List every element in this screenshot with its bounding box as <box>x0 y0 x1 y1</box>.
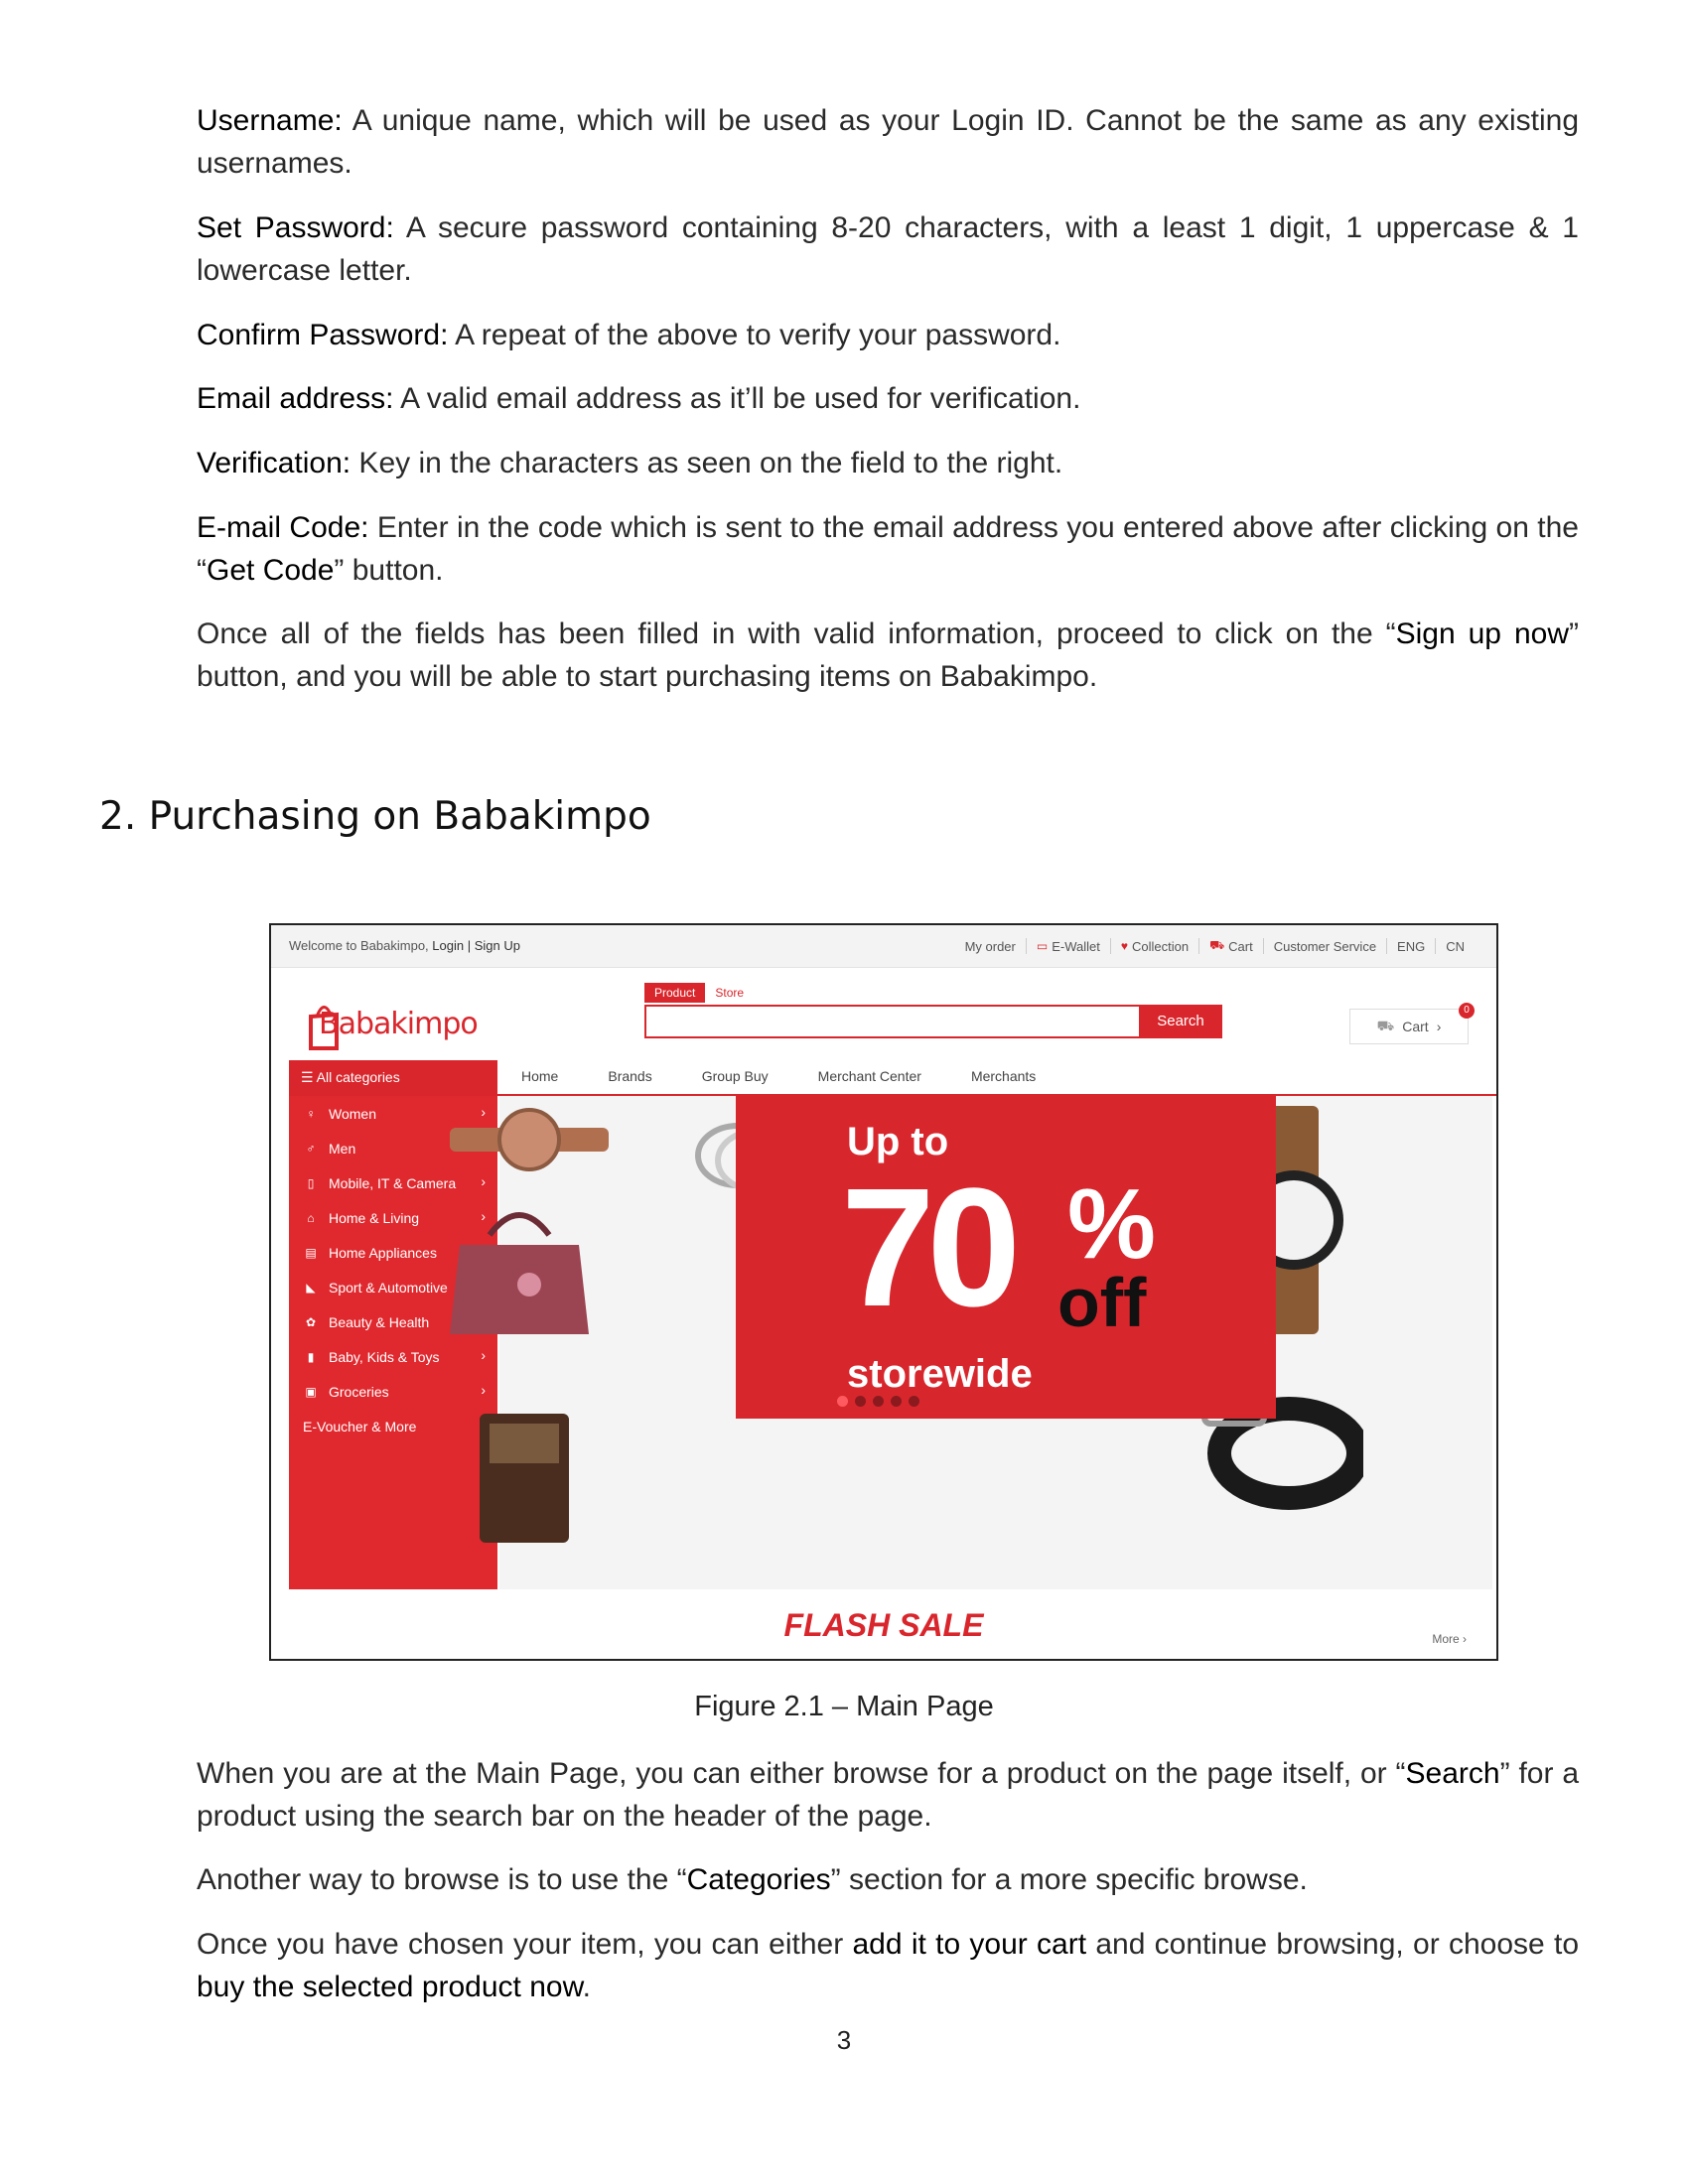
signup-link[interactable]: Sign Up <box>474 938 520 953</box>
banner-up-to: Up to <box>847 1120 949 1163</box>
menu-icon: ☰ <box>301 1069 317 1085</box>
category-mobile[interactable]: ▯ Mobile, IT & Camera › <box>289 1165 497 1200</box>
carousel-dots <box>837 1396 919 1407</box>
search-input[interactable] <box>644 1005 1141 1038</box>
heart-icon: ♥ <box>1120 939 1128 953</box>
e-wallet-link[interactable]: ▭ E-Wallet <box>1026 938 1110 954</box>
collection-link[interactable]: ♥ Collection <box>1110 938 1198 954</box>
nav-merchant-center[interactable]: Merchant Center <box>817 1068 921 1084</box>
page-number: 3 <box>836 2025 852 2055</box>
cart-count-badge: 0 <box>1459 1003 1475 1019</box>
wallet-image <box>470 1404 579 1553</box>
para-confirm-password: Confirm Password: A repeat of the above to verify your password. <box>197 319 1061 351</box>
handbag-image <box>440 1195 599 1344</box>
para-email-code: E-mail Code: Enter in the code which is sent to the email address you entered above after clicking on the “Get Code” button. <box>197 511 1579 587</box>
customer-service-link[interactable]: Customer Service <box>1263 938 1386 954</box>
category-men[interactable]: ♂ Men <box>289 1131 497 1165</box>
banner-storewide: storewide <box>847 1352 1033 1396</box>
dress-icon: ♀ <box>306 1106 316 1121</box>
category-sport[interactable]: ◣ Sport & Automotive <box>289 1270 497 1304</box>
lang-cn[interactable]: CN <box>1435 938 1475 954</box>
chevron-right-icon: › <box>481 1173 486 1189</box>
para-set-password: Set Password: A secure password containing 8-20 characters, with a least 1 digit, 1 uppercase & 1 lowercase letter. <box>197 211 1579 287</box>
login-link[interactable]: Login <box>432 938 465 953</box>
all-categories-button[interactable]: ☰ All categories <box>289 1060 497 1094</box>
carousel-dot[interactable] <box>909 1396 919 1407</box>
banner-percent-sign: % <box>1067 1168 1156 1280</box>
sale-banner-box <box>736 1096 1276 1419</box>
wallet-icon: ▭ <box>1036 939 1049 953</box>
chevron-right-icon: › <box>481 1347 486 1363</box>
welcome-text: Welcome to Babakimpo, Login | Sign Up <box>289 938 520 953</box>
banner-off: off <box>1057 1264 1147 1341</box>
top-bar <box>271 925 1496 968</box>
home-icon: ⌂ <box>307 1210 315 1225</box>
para-add-to-cart: Once you have chosen your item, you can either add it to your cart and continue browsing, or choose to buy the selected product now. <box>197 1928 1579 2003</box>
nav-group-buy[interactable]: Group Buy <box>701 1068 769 1084</box>
cart-icon: ⛟ <box>1209 938 1225 952</box>
nav-merchants[interactable]: Merchants <box>970 1068 1037 1084</box>
chevron-right-icon: › <box>481 1382 486 1398</box>
shirt-icon: ♂ <box>306 1141 316 1156</box>
nav-brands[interactable]: Brands <box>608 1068 652 1084</box>
phone-icon: ▯ <box>307 1175 315 1190</box>
appliance-icon: ▤ <box>305 1245 317 1260</box>
para-main-page: When you are at the Main Page, you can either browse for a product on the page itself, or “Search” for a product using the search bar on the header of the page. <box>197 1757 1580 1833</box>
para-email: Email address: A valid email address as it’ll be used for verification. <box>197 382 1081 415</box>
more-link[interactable]: More › <box>1432 1632 1467 1646</box>
basket-icon: ▣ <box>305 1384 317 1399</box>
category-baby[interactable]: ▮ Baby, Kids & Toys › <box>289 1339 497 1374</box>
cart-link[interactable]: ⛟ Cart <box>1198 938 1263 954</box>
para-sign-up: Once all of the fields has been filled in with valid information, proceed to click on the “Sign up now” button, and you will be able to start purchasing items on Babakimpo. <box>197 617 1579 693</box>
search-tabs <box>644 983 754 1003</box>
bottle-icon: ▮ <box>307 1349 315 1364</box>
flash-sale-title: FLASH SALE <box>783 1607 984 1643</box>
para-categories: Another way to browse is to use the “Categories” section for a more specific browse. <box>197 1863 1308 1896</box>
shoe-icon: ◣ <box>306 1280 316 1295</box>
cart-icon: ⛟ <box>1376 1017 1395 1033</box>
tab-store[interactable]: Store <box>715 986 745 1000</box>
section-heading: 2. Purchasing on Babakimpo <box>99 794 651 839</box>
para-username: Username: A unique name, which will be used as your Login ID. Cannot be the same as any existing usernames. <box>197 104 1579 180</box>
nav-home[interactable]: Home <box>521 1068 559 1084</box>
chevron-right-icon: › <box>481 1208 486 1224</box>
carousel-dot[interactable] <box>837 1396 848 1407</box>
nav-links <box>521 1068 1036 1084</box>
search-button[interactable]: Search <box>1139 1005 1222 1038</box>
category-beauty[interactable]: ✿ Beauty & Health <box>289 1304 497 1339</box>
watch-image <box>450 1106 609 1175</box>
main-nav <box>289 1060 1498 1096</box>
carousel-dot[interactable] <box>891 1396 902 1407</box>
header-cart-button[interactable]: ⛟ Cart › <box>1349 1009 1469 1044</box>
top-links <box>955 938 1475 954</box>
category-evoucher[interactable]: E-Voucher & More <box>289 1409 497 1443</box>
para-verification: Verification: Key in the characters as seen on the field to the right. <box>197 447 1063 479</box>
chevron-right-icon: › <box>1436 1019 1442 1034</box>
chevron-right-icon: › <box>481 1104 486 1120</box>
banner-percentage: 70 <box>841 1154 1014 1342</box>
figure-caption: Figure 2.1 – Main Page <box>694 1691 994 1722</box>
carousel-dot[interactable] <box>855 1396 866 1407</box>
category-women[interactable]: ♀ Women › <box>289 1096 497 1131</box>
main-page-screenshot <box>269 923 1498 1661</box>
category-home-living[interactable]: ⌂ Home & Living › <box>289 1200 497 1235</box>
category-groceries[interactable]: ▣ Groceries › <box>289 1374 497 1409</box>
category-home-appliances[interactable]: ▤ Home Appliances <box>289 1235 497 1270</box>
beauty-icon: ✿ <box>305 1314 317 1329</box>
logo-text: Babakimpo <box>319 1007 478 1041</box>
tab-product[interactable]: Product <box>644 983 705 1003</box>
lang-eng[interactable]: ENG <box>1386 938 1435 954</box>
carousel-dot[interactable] <box>873 1396 884 1407</box>
my-order-link[interactable]: My order <box>964 938 1016 954</box>
